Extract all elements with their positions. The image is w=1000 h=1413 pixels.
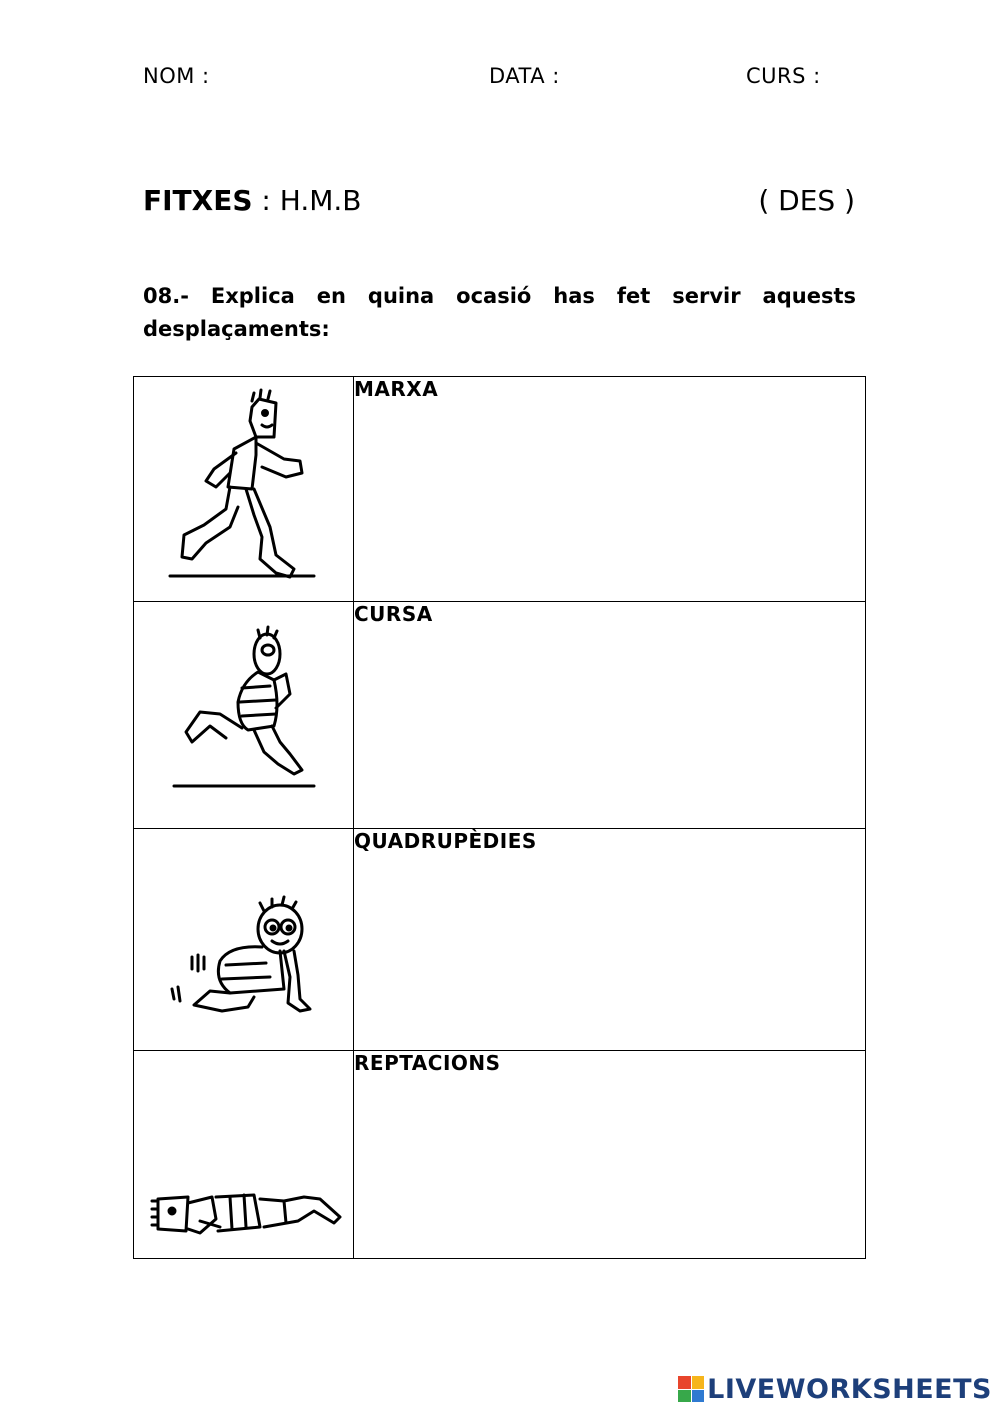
table-row [134, 377, 866, 602]
page-title [143, 184, 855, 217]
question-text: 08.- Explica en quina ocasió has fet servir aquests desplaçaments: [143, 284, 856, 341]
running-figure-icon [134, 602, 353, 829]
title-subject: : H.M.B [252, 184, 362, 217]
crawling-figure-icon [134, 829, 353, 1051]
picture-cell [134, 829, 354, 1051]
name-label: NOM : [143, 64, 210, 88]
row-label: REPTACIONS [354, 1051, 866, 1259]
row-label: MARXA [354, 377, 866, 602]
picture-cell [134, 377, 354, 602]
table-row [134, 602, 866, 829]
course-label: CURS : [746, 64, 821, 88]
date-label: DATA : [489, 64, 560, 88]
logo-mark-icon [678, 1376, 704, 1402]
row-label: CURSA [354, 602, 866, 829]
title-code: ( DES ) [758, 184, 855, 217]
row-label: QUADRUPÈDIES [354, 829, 866, 1051]
picture-cell [134, 1051, 354, 1259]
logo-text: LIVEWORKSHEETS [707, 1373, 992, 1405]
title-bold: FITXES [143, 184, 253, 217]
table-row [134, 829, 866, 1051]
exercise-table [133, 376, 866, 1259]
liveworksheets-logo [678, 1371, 992, 1407]
picture-cell [134, 602, 354, 829]
table-row [134, 1051, 866, 1259]
creeping-figure-icon [134, 1051, 353, 1259]
walking-figure-icon [134, 377, 353, 602]
